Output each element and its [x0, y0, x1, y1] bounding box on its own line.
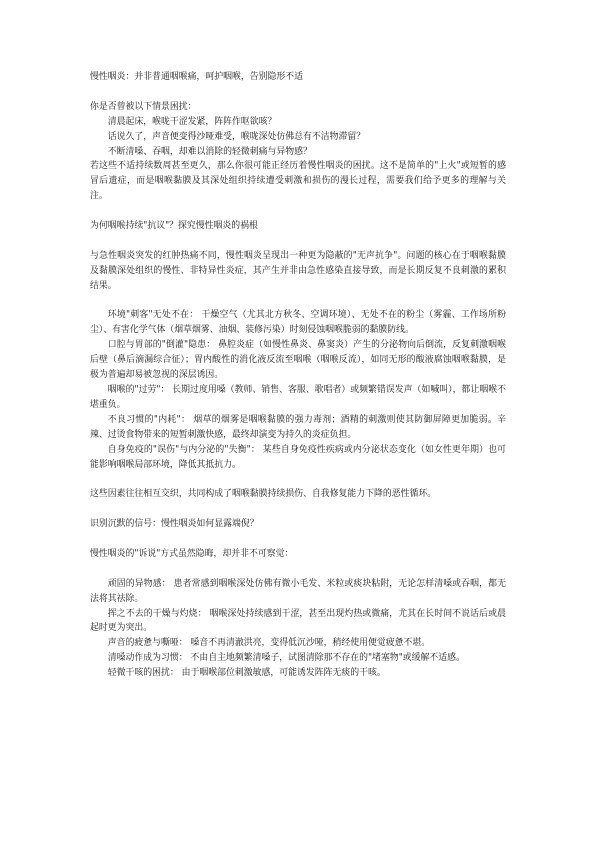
intro-question: 你是否曾被以下情景困扰：	[90, 101, 197, 112]
spacer	[90, 562, 506, 577]
spacer	[90, 85, 506, 100]
cause-item: 环境"刺客"无处不在： 干燥空气（尤其北方秋冬、空调环境）、无处不在的粉尘（雾霾、工作场所粉尘）、有害化学气体（烟草烟雾、油烟、装修污染）时刻侵蚀咽喉脆弱的黏膜防线。	[90, 310, 506, 336]
intro-item: 清晨起床，喉咙干涩发紧，阵阵作呕欲咳？	[107, 116, 277, 127]
section-summary: 这些因素往往相互交织，共同构成了咽喉黏膜持续损伤、自我修复能力下降的恶性循环。	[90, 489, 437, 500]
spacer	[90, 532, 506, 547]
symptom-item: 清嗓动作成为习惯： 不由自主地频繁清嗓子，试图清除那不存在的"堵塞物"或缓解不适感。	[107, 653, 465, 664]
symptom-item: 轻微干咳的困扰： 由于咽喉部位刺激敏感，可能诱发阵阵无痰的干咳。	[107, 668, 386, 679]
spacer	[90, 472, 506, 487]
symptom-item: 挥之不去的干燥与灼烧： 咽喉深处持续感到干涩，甚至出现灼热或微痛，尤其在长时间不说话后或晨起时更为突出。	[90, 608, 506, 634]
symptom-item: 顽固的异物感： 患者常感到咽喉深处仿佛有微小毛发、米粒或痰块粘附，无论怎样清嗓或吞咽，都无法将其祛除。	[90, 578, 506, 604]
section-heading: 为何咽喉持续"抗议"？探究慢性咽炎的祸根	[90, 221, 258, 232]
cause-item: 口腔与胃部的"倒灌"隐患： 鼻腔炎症（如慢性鼻炎、鼻窦炎）产生的分泌物向后倒流，反复刺激咽喉后壁（鼻后滴漏综合征）；胃内酸性的消化液反流至咽喉（咽喉反流），如同无形的酸液腐蚀咽喉黏膜，是极为普遍却易被忽视的深层诱因。	[90, 340, 506, 381]
intro-item: 不断清嗓、吞咽，却难以消除的轻微刺痛与异物感？	[107, 146, 312, 157]
spacer	[90, 502, 506, 517]
intro-item: 话说久了，声音便变得沙哑难受，喉咙深处仿佛总有不洁物滞留？	[107, 131, 366, 142]
spacer	[90, 204, 506, 219]
spacer	[90, 294, 506, 309]
spacer	[90, 234, 506, 249]
section-lead: 与急性咽炎突发的红肿热痛不同，慢性咽炎呈现出一种更为隐蔽的"无声抗争"。问题的核心在于咽喉黏膜及黏膜深处组织的慢性、非特异性炎症，其产生并非由急性感染直接导致，而是长期反复不良刺激的累积结果。	[90, 250, 506, 291]
cause-item: 不良习惯的"内耗"： 烟草的烟雾是咽喉黏膜的强力毒剂；酒精的刺激则使其防御屏障更加脆弱。辛辣、过烫食物带来的短暂刺激快感，最终却演变为持久的炎症负担。	[90, 414, 506, 440]
section-heading: 识别沉默的信号：慢性咽炎如何显露端倪？	[90, 519, 259, 530]
intro-conclusion: 若这些不适持续数周甚至更久，那么你很可能正经历着慢性咽炎的困扰。这不是简单的"上火"或短暂的感冒后遗症，而是咽喉黏膜及其深处组织持续遭受刺激和损伤的漫长过程，需要我们给予更多的理解与关注。	[90, 161, 506, 202]
cause-item: 咽喉的"过劳"： 长期过度用嗓（教师、销售、客服、歌唱者）或频繁错误发声（如喊叫），都让咽喉不堪重负。	[90, 384, 506, 410]
document-title: 慢性咽炎：并非普通咽喉痛，呵护咽喉，告别隐形不适	[90, 72, 303, 82]
cause-item: 自身免疫的"误伤"与内分泌的"失衡"： 某些自身免疫性疾病或内分泌状态变化（如女性更年期）也可能影响咽喉局部环境，降低其抵抗力。	[90, 444, 506, 470]
section-lead: 慢性咽炎的"诉说"方式虽然隐晦，却并非不可察觉：	[90, 548, 294, 559]
symptom-item: 声音的疲惫与嘶哑： 嗓音不再清澈洪亮，变得低沉沙哑，稍经使用便觉疲惫不堪。	[107, 638, 431, 649]
